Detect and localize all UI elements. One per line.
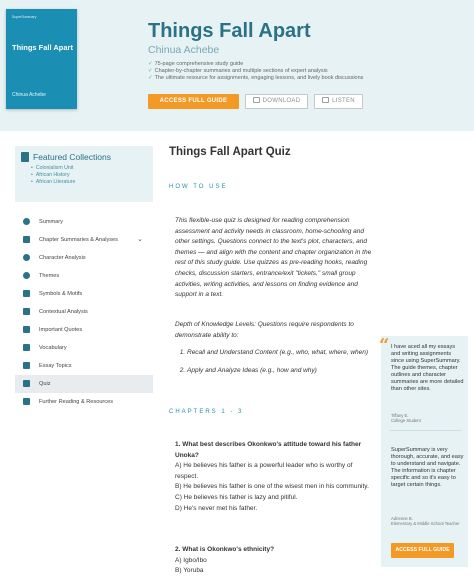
- people-icon: [23, 272, 30, 279]
- quiz-question-1: [175, 440, 371, 514]
- book-author: Chinua Achebe: [148, 44, 220, 56]
- nav-item-themes[interactable]: Themes: [15, 267, 153, 285]
- nav-item-further-reading[interactable]: Further Reading & Resources: [15, 393, 153, 411]
- nav-item-essay-topics[interactable]: Essay Topics: [15, 357, 153, 375]
- check-icon: ✓: [148, 68, 153, 75]
- symbols-icon: [23, 290, 30, 297]
- testimonial-name: Adrienne B.: [391, 516, 413, 521]
- dok-intro: Depth of Knowledge Levels: Questions require respondents to demonstrate ability to:: [175, 321, 354, 339]
- nav-item-quiz[interactable]: Quiz: [15, 375, 153, 393]
- dok-item: 1. Recall and Understand Content (e.g., who, what, where, when): [187, 348, 375, 359]
- featured-collections-heading: Featured Collections: [21, 152, 153, 162]
- access-full-guide-button[interactable]: ACCESS FULL GUIDE: [148, 94, 239, 109]
- nav-item-important-quotes[interactable]: Important Quotes: [15, 321, 153, 339]
- check-icon: ✓: [148, 61, 153, 67]
- vocabulary-icon: [23, 344, 30, 351]
- nav-item-symbols-motifs[interactable]: Symbols & Motifs: [15, 285, 153, 303]
- nav-item-chapter-summaries[interactable]: Chapter Summaries & Analyses ⌄: [15, 231, 153, 249]
- chapters-heading: CHAPTERS 1 - 3: [169, 409, 244, 415]
- answer-option[interactable]: D) He's never met his father.: [175, 504, 258, 512]
- feature-item: ✓ The ultimate resource for assignments, engaging lessons, and lively book discussions: [148, 75, 364, 82]
- listen-button[interactable]: LISTEN: [314, 94, 363, 109]
- quote-mark-icon: “: [379, 335, 390, 356]
- check-icon: ✓: [148, 75, 153, 82]
- eye-icon: [23, 218, 30, 225]
- testimonial-role: Elementary & Middle School Teacher: [391, 521, 460, 527]
- testimonial-quote: SuperSummary is very thorough, accurate, and easy to understand and navigate. The information is chapter specific and so it's easy to target certain things.: [391, 447, 464, 488]
- featured-link-colonialism[interactable]: • Colonialism Unit: [31, 165, 153, 172]
- download-button[interactable]: DOWNLOAD: [245, 94, 308, 109]
- dok-list: [187, 348, 375, 376]
- testimonial-attribution: [391, 516, 463, 527]
- sidebar-access-full-guide-button[interactable]: ACCESS FULL GUIDE: [391, 543, 454, 558]
- answer-option[interactable]: A) He believes his father is a powerful leader who is worthy of respect.: [175, 462, 353, 480]
- cover-title: Things Fall Apart: [12, 43, 73, 52]
- intro-paragraph: This flexible-use quiz is designed for reading comprehension assessment and activity needs in classroom, home-schooling and other settings. Questions connect to the text's plot, characters, and themes — and align with the content and chapter organization in the rest of this study guide. Use quizzes as pre-reading hooks, reading checks, discussion starters, entrance/exit "tickets," small group activities, writing activities, and lessons on finding evidence and support in a text.: [175, 217, 372, 299]
- context-icon: [23, 308, 30, 315]
- book-cover[interactable]: [6, 9, 77, 109]
- chevron-down-icon[interactable]: ⌄: [137, 236, 143, 243]
- featured-links: [31, 165, 153, 186]
- testimonial-attribution: [391, 413, 421, 424]
- featured-link-african-history[interactable]: • African History: [31, 172, 153, 179]
- page-title: Things Fall Apart Quiz: [169, 146, 291, 158]
- essay-icon: [23, 362, 30, 369]
- answer-option[interactable]: B) Yoruba: [175, 567, 204, 575]
- books-icon: [23, 398, 30, 405]
- quote-icon: [23, 326, 30, 333]
- quiz-icon: [23, 380, 30, 387]
- how-to-use-heading: HOW TO USE: [169, 184, 228, 190]
- quiz-question-2: [175, 545, 371, 577]
- cover-brand: SuperSummary: [12, 15, 37, 19]
- dok-item: 2. Apply and Analyze Ideas (e.g., how and why): [187, 366, 375, 377]
- feature-list: [148, 61, 363, 83]
- featured-collections: [15, 146, 153, 202]
- hero-banner: [0, 0, 474, 131]
- question-text: 1. What best describes Okonkwo's attitude toward his father Unoka?: [175, 441, 362, 459]
- main-content: [169, 146, 369, 158]
- answer-option[interactable]: A) Igbo/Ibo: [175, 556, 207, 564]
- answer-option[interactable]: B) He believes his father is one of the wisest men in his community.: [175, 483, 369, 491]
- headphones-icon: [322, 97, 329, 103]
- book-icon: [23, 236, 30, 243]
- answer-option[interactable]: C) He believes his father is lazy and pitiful.: [175, 493, 298, 501]
- dok-section: [175, 320, 375, 376]
- nav-item-vocabulary[interactable]: Vocabulary: [15, 339, 153, 357]
- question-text: 2. What is Okonkwo's ethnicity?: [175, 546, 275, 553]
- featured-link-african-literature[interactable]: • African Literature: [31, 179, 153, 186]
- sidebar: [15, 146, 153, 405]
- feature-item: ✓ Chapter-by-chapter summaries and multiple sections of expert analysis: [148, 68, 328, 75]
- download-icon: [253, 97, 260, 103]
- person-icon: [23, 254, 30, 261]
- guide-nav: [15, 213, 153, 411]
- nav-item-summary[interactable]: Summary: [15, 213, 153, 231]
- divider: [390, 430, 462, 431]
- testimonial-name: Tiffany E.: [391, 413, 409, 418]
- testimonial-role: College Student: [391, 418, 421, 424]
- nav-item-character-analysis[interactable]: Character Analysis: [15, 249, 153, 267]
- book-title: Things Fall Apart: [148, 20, 311, 42]
- cover-author: Chinua Achebe: [12, 92, 46, 98]
- testimonial-quote: I have aced all my essays and writing assignments since using SuperSummary. The guide themes, chapter outlines and character summaries are more detailed than other sites.: [391, 344, 464, 392]
- nav-item-contextual-analysis[interactable]: Contextual Analysis: [15, 303, 153, 321]
- feature-item: ✓ 75-page comprehensive study guide: [148, 61, 244, 67]
- bookmark-icon: [21, 152, 29, 162]
